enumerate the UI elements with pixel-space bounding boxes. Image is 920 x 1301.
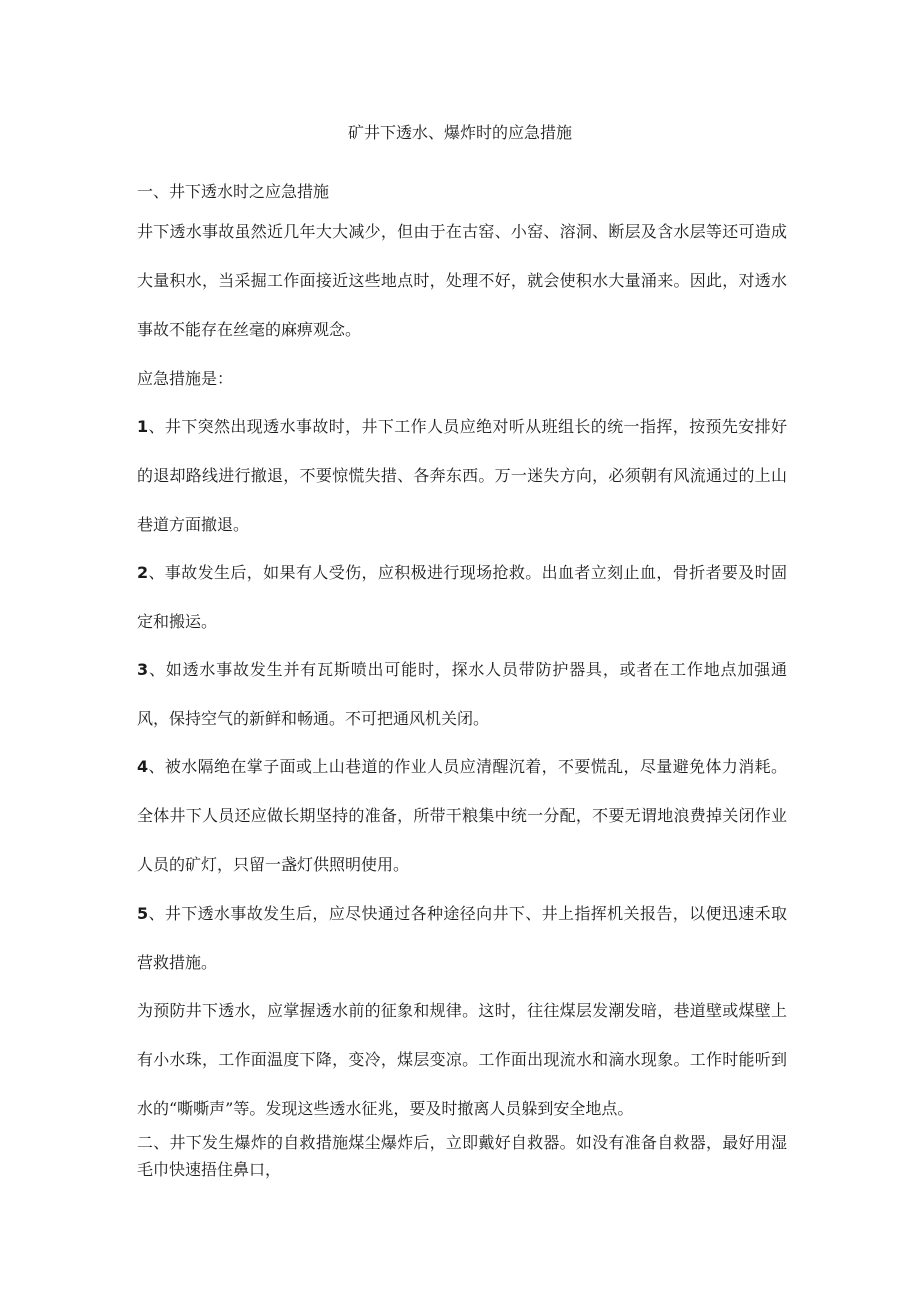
measure-item-4	[137, 742, 787, 889]
item-text: 、井下透水事故发生后，应尽快通过各种途径向井下、井上指挥机关报告，以便迅速禾取营救措施。	[137, 904, 787, 972]
section-2-paragraph: 二、井下发生爆炸的自救措施煤尘爆炸后，立即戴好自救器。如没有准备自救器，最好用湿毛巾快速捂住鼻口，	[137, 1133, 787, 1179]
item-number: 1	[137, 417, 149, 436]
item-text: 、井下突然出现透水事故时，井下工作人员应绝对听从班组长的统一指挥，按预先安排好的退却路线进行撤退，不要惊慌失措、各奔东西。万一迷失方向，必须朝有风流通过的上山巷道方面撤退。	[137, 417, 787, 534]
item-number: 2	[137, 563, 149, 582]
measure-item-5	[137, 889, 787, 987]
item-number: 5	[137, 904, 149, 923]
item-number: 4	[137, 757, 149, 776]
item-text: 、被水隔绝在掌子面或上山巷道的作业人员应清醒沉着，不要慌乱，尽量避免体力消耗。全体井下人员还应做长期坚持的准备，所带干粮集中统一分配，不要无谓地浪费掉关闭作业人员的矿灯，只留一盏灯供照明使用。	[137, 757, 787, 874]
prevention-paragraph: 为预防井下透水，应掌握透水前的征象和规律。这时，往往煤层发潮发暗，巷道壁或煤壁上有小水珠，工作面温度下降，变冷，煤层变凉。工作面出现流水和滴水现象。工作时能听到水的“嘶嘶声”等。发现这些透水征兆，要及时撤离人员躲到安全地点。	[137, 1001, 787, 1118]
measure-item-3	[137, 645, 787, 743]
document-title: 矿井下透水、爆炸时的应急措施	[347, 123, 572, 142]
section-1-heading: 一、井下透水时之应急措施	[137, 182, 330, 201]
intro-paragraph: 井下透水事故虽然近几年大大减少，但由于在古窑、小窑、溶洞、断层及含水层等还可造成大量积水，当采掘工作面接近这些地点时，处理不好，就会使积水大量涌来。因此，对透水事故不能存在丝毫的麻痹观念。	[137, 222, 787, 339]
item-text: 、事故发生后，如果有人受伤，应积极进行现场抢救。出血者立刻止血，骨折者要及时固定和搬运。	[137, 563, 787, 631]
item-text: 、如透水事故发生并有瓦斯喷出可能时，探水人员带防护器具，或者在工作地点加强通风，保持空气的新鲜和畅通。不可把通风机关闭。	[137, 660, 787, 728]
item-number: 3	[137, 660, 149, 679]
measure-item-2	[137, 548, 787, 646]
measures-label: 应急措施是：	[137, 369, 234, 388]
measure-item-1	[137, 402, 787, 549]
